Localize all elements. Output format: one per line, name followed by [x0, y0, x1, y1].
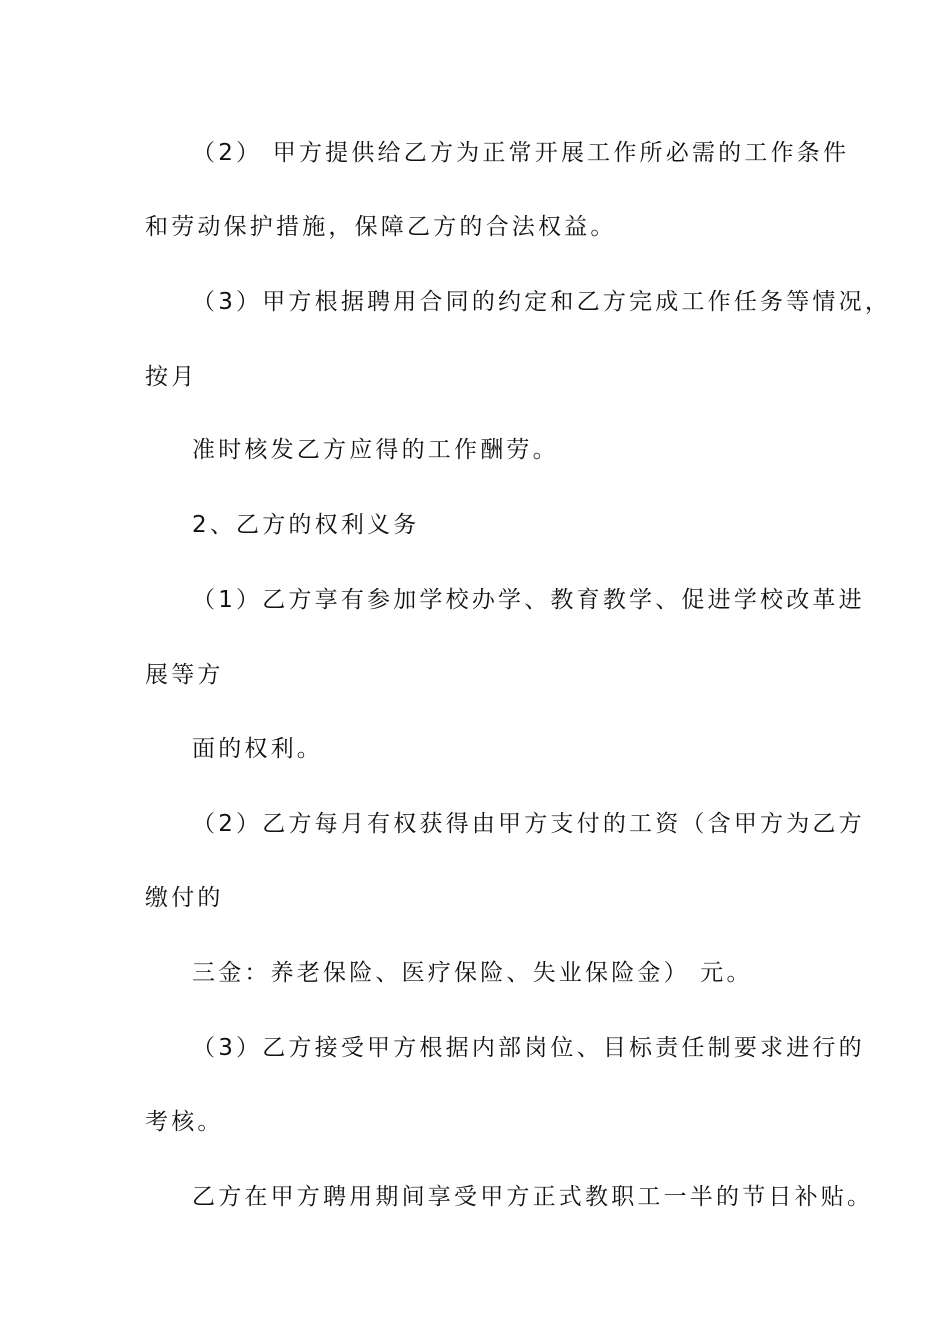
paragraph-line: 乙方在甲方聘用期间享受甲方正式教职工一半的节日补贴。 [192, 1184, 874, 1210]
paragraph-line: 展等方 [145, 662, 224, 688]
paragraph-line: 和劳动保护措施，保障乙方的合法权益。 [145, 214, 617, 240]
paragraph-line: （3）甲方根据聘用合同的约定和乙方完成工作任务等情况， [192, 289, 892, 315]
paragraph-line: 按月 [145, 364, 198, 390]
paragraph-line: （1）乙方享有参加学校办学、教育教学、促进学校改革进 [192, 587, 865, 613]
paragraph-line: 三金：养老保险、医疗保险、失业保险金） 元。 [192, 960, 753, 986]
paragraph-line: 准时核发乙方应得的工作酬劳。 [192, 437, 559, 463]
paragraph-line: （3）乙方接受甲方根据内部岗位、目标责任制要求进行的 [192, 1035, 865, 1061]
paragraph-line: 面的权利。 [192, 736, 323, 762]
paragraph-line: 缴付的 [145, 885, 224, 911]
section-heading: 2、乙方的权利义务 [192, 512, 420, 538]
paragraph-line: 考核。 [145, 1109, 224, 1135]
paragraph-line: （2）乙方每月有权获得由甲方支付的工资（含甲方为乙方 [192, 811, 865, 837]
paragraph-line: （2） 甲方提供给乙方为正常开展工作所必需的工作条件 [192, 140, 850, 166]
